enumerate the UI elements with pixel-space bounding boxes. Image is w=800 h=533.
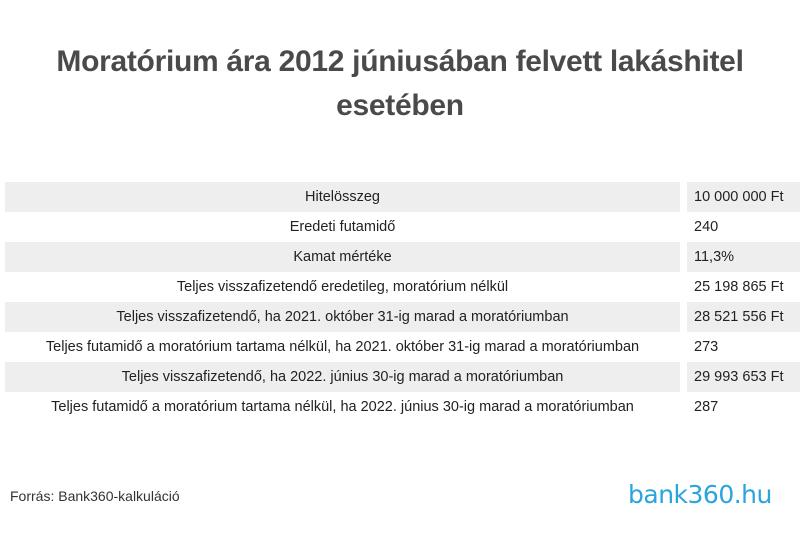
table-row: [5, 242, 800, 272]
row-label: Teljes futamidő a moratórium tartama nélkül, ha 2021. október 31-ig marad a moratóriumban: [45, 339, 640, 355]
table-row: [5, 332, 800, 362]
row-label: Teljes futamidő a moratórium tartama nélkül, ha 2022. június 30-ig marad a moratóriumban: [51, 399, 634, 415]
row-value: 287: [694, 399, 719, 415]
row-label: Kamat mértéke: [5, 242, 680, 272]
table-row: [5, 362, 800, 392]
row-value: 11,3%: [687, 242, 800, 272]
data-table: [5, 182, 800, 422]
title-line-2: esetében: [336, 89, 464, 122]
row-value: 29 993 653 Ft: [687, 362, 800, 392]
chart-title: [0, 40, 800, 128]
row-label: Teljes visszafizetendő eredetileg, moratórium nélkül: [176, 279, 509, 295]
title-line-1: Moratórium ára 2012 júniusában felvett lakáshitel: [56, 45, 744, 78]
row-value: 10 000 000 Ft: [687, 182, 800, 212]
table-row: [5, 302, 800, 332]
table-row: [5, 272, 800, 302]
row-label: Teljes visszafizetendő, ha 2021. október 31-ig marad a moratóriumban: [5, 302, 680, 332]
row-value: 240: [694, 219, 719, 235]
row-label: Eredeti futamidő: [289, 219, 396, 235]
bank360-logo: bank360.hu: [628, 480, 772, 509]
row-value: 28 521 556 Ft: [687, 302, 800, 332]
table-row: [5, 392, 800, 422]
row-label: Hitelösszeg: [5, 182, 680, 212]
row-value: 273: [694, 339, 719, 355]
source-note: Forrás: Bank360-kalkuláció: [10, 488, 180, 504]
table-row: [5, 182, 800, 212]
row-label: Teljes visszafizetendő, ha 2022. június 30-ig marad a moratóriumban: [5, 362, 680, 392]
table-row: [5, 212, 800, 242]
row-value: 25 198 865 Ft: [694, 279, 784, 295]
